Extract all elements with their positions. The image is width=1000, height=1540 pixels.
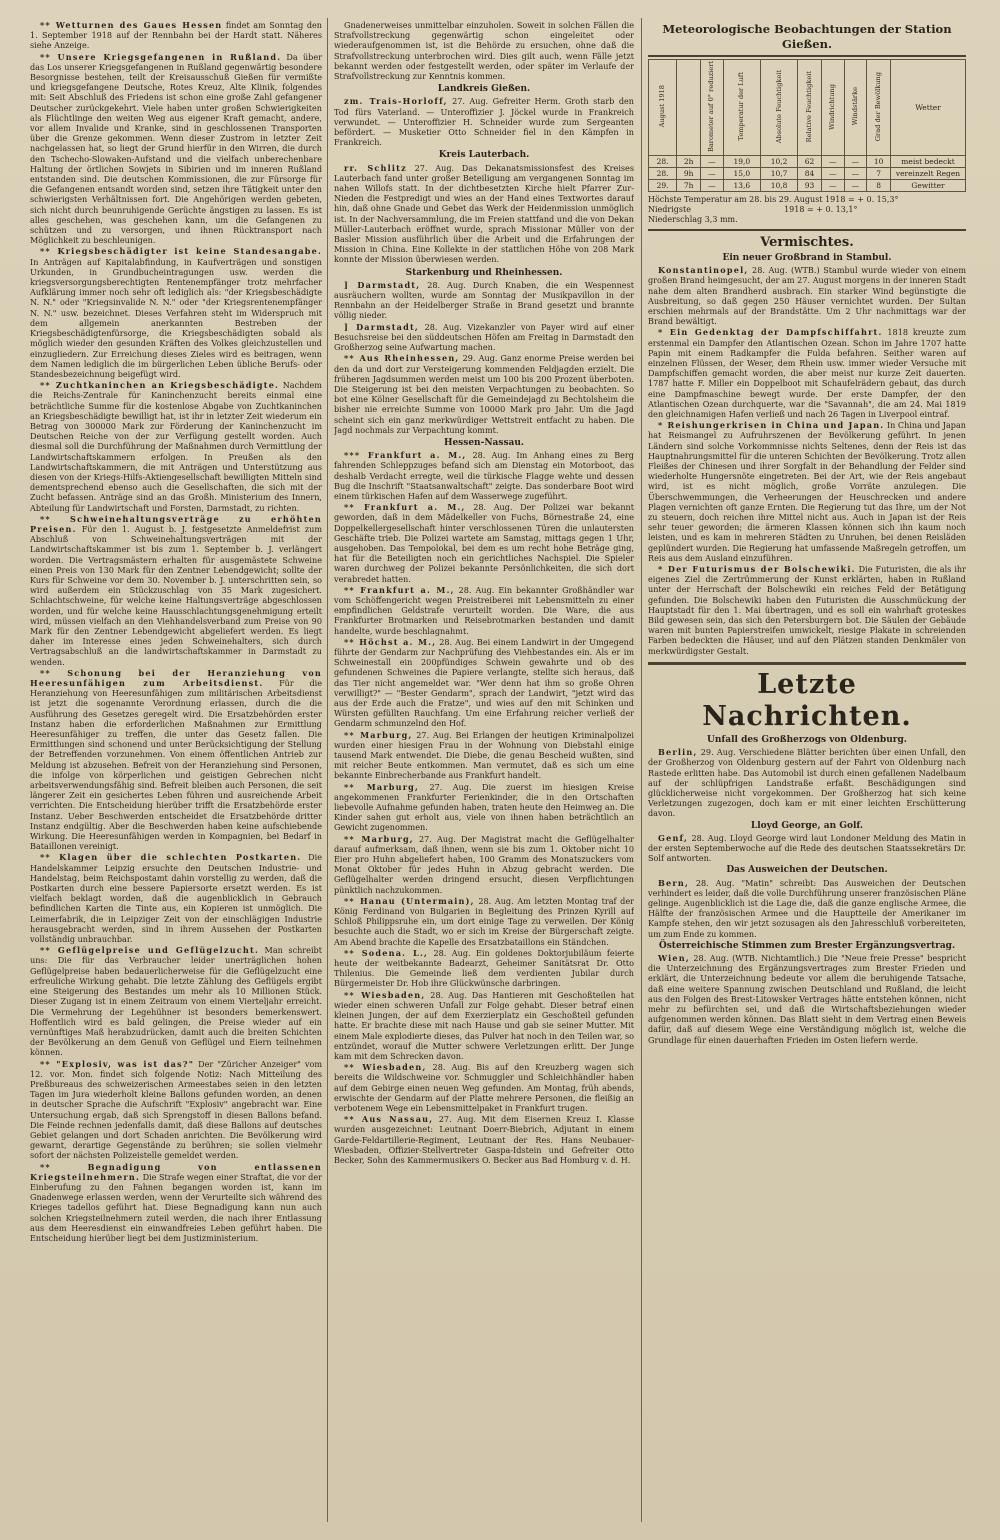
- article-keyword: Bern,: [658, 877, 689, 888]
- weather-header-label: Grad der Bewölkung: [874, 71, 883, 142]
- article-keyword: ** Wetturnen des Gaues Hessen: [40, 20, 223, 30]
- article-text: 28. Aug. (WTB.) Stambul wurde wieder von einem großen Brand heimgesucht, der am 27. August morgens in der inneren Stadt nahe dem alten Brandherd ausbrach. Ein starker Wind begünstigte die Ausbreitung, so daß gegen 250 Häuser vernichtet wurden. Der Sultan erschien mehrmals auf der Brandstätte. Um 2 Uhr nachmittags war der Brand bewältigt.: [648, 265, 966, 327]
- weather-header-label: Windstärke: [850, 87, 859, 126]
- article-text: Nachdem die Reichs-Zentrale für Kaninchenzucht bereits einmal eine beträchtliche Summe für die kostenlose Abgabe von Zuchtkaninchen an Kriegsbeschädigte bewilligt hat, ist ihr in letzter Zeit wiederum ein Betrag von 300000 Mark zur Förderung der Kaninchenzucht im Deutschen Reiche von der zur Verfügung gestellt worden. Auch diesmal soll die Durchführung der Maßnahmen durch Vermittlung der Landwirtschaftskammern erfolgen. In Preußen als den Landwirtschaftskammern, die mit Anträgen und Unterstützung aus diesen von der Kriegs-Hilfs-Aktiengesellschaft bewilligten Mitteln sind dementsprechend ebenso auch die Gesellschaften, die sich mit der Zucht befassen. Anträge sind an das Großh. Ministerium des Innern, Abteilung für Landwirtschaft und Forsten, Darmstadt, zu richten.: [30, 380, 322, 513]
- article-text: 28. Aug. Vizekanzler von Payer wird auf einer Besuchsreise bei den süddeutschen Höfen am Freitag in Darmstadt den Großherzog seine Aufwartung machen.: [334, 321, 634, 353]
- article-keyword: * Der Futurismus der Bolschewiki.: [658, 564, 856, 575]
- article-paragraph: [334, 948, 634, 989]
- weather-rain: Niederschlag 3,3 mm.: [648, 214, 738, 224]
- article-keyword: ** Begnadigung von entlassenen Kriegsteilnehmern.: [30, 1161, 322, 1182]
- weather-table: [648, 59, 966, 192]
- article-keyword: ** Aus Rheinhessen,: [344, 353, 460, 364]
- weather-cell: 8: [867, 179, 891, 191]
- article-keyword: rr. Schlitz: [344, 162, 407, 173]
- article-text: In China und Japan hat Reismangel zu Aufruhrszenen der Bevölkerung geführt. In jenen Ländern sind solche Vorkommnisse nichts Seltenes, denn der Reis ist das Hauptnahrungsmittel für die unteren Schichten der Bevölkerung. Trotz allen Fleißes der Chinesen und ihrer Sorgfalt in der Behandlung der Felder sind wiederholte Hungersnöte eingetreten. Bei der Art, wie der Reis angebaut wird, ist es nicht möglich, große Vorräte anzulegen. Die Überschwemmungen, die Verheerungen der Heuschrecken und andere Plagen vernichten oft ganze Ernten. Die Regierung tut das Ihre, um der Not zu steuern, doch reichen ihre Mittel nicht aus. Auch in Japan ist der Reis sehr teuer geworden; die ärmeren Klassen können sich ihn kaum noch leisten, und es kam in mehreren Städten zu Unruhen, bei denen Reisläden geplündert wurden. Die Regierung hat umfassende Maßregeln getroffen, um Reis aus dem Ausland einzuführen.: [648, 420, 966, 563]
- article-paragraph: [30, 852, 322, 944]
- article-paragraph: [30, 246, 322, 379]
- article-text: Die Handelskammer Leipzig ersuchte den Deutschen Industrie- und Handelstag, beim Reichspostamt dahin vorstellig zu werden, daß die Postkarten durch eine bessere Papiersorte ersetzt werden. Es ist vielfach beklagt worden, daß die augenblicklich in Gebrauch befindlichen Karten die Tinte aus, ein Kopieren ist unmöglich. Die Leimerfabrik, die in Leipziger Zeit von der einschlägigen Industrie herausgebracht werden, sind in ihrem Aussehen der Postkarten vollständig unbrauchbar.: [30, 852, 322, 945]
- weather-row: [649, 167, 966, 179]
- article-paragraph: [334, 20, 634, 81]
- weather-cell: —: [701, 179, 724, 191]
- article-paragraph: [30, 1162, 322, 1244]
- article-text: 29. Aug. Verschiedene Blätter berichten über einen Unfall, den der Großherzog von Oldenburg gestern auf der Fahrt von Oldenburg nach Rastede erlitten habe. Das Automobil ist durch einen gefallenen Nadelbaum auf der schlüpfrigen Landstraße erfaßt. Beschädigungen sind glücklicherweise nicht vorgekommen. Der Großherzog hat sich keine Verletzungen zugezogen, doch kam er mit einer leichten Erschütterung davon.: [648, 747, 966, 819]
- article-keyword: * Reishungerkrisen in China und Japan.: [658, 420, 885, 431]
- article-text: 1818 kreuzte zum erstenmal ein Dampfer den Atlantischen Ozean. Schon im Jahre 1707 hatte Papin mit einem Radkampfer die Fulda befahren. Seither waren auf einzelnen Flüssen, der Weser, dem Rhein usw. immer wieder Versuche mit Dampfschiffen gemacht worden, die aber meist nur kurze Zeit dauerten. 1787 hatte F. Miller ein Doppelboot mit Schaufelrädern gebaut, das durch eine Dampfmaschine bewegt wurde. Der erste Dampfer, der den Atlantischen Ozean durchquerte, war die "Savannah", die am 24. Mai 1819 den gleichnamigen Hafen verließ und nach 26 Tagen in Liverpool eintraf.: [648, 327, 966, 420]
- article-text: 28. Aug. Der Polizei war bekannt geworden, daß in dem Mädelkeller von Fuchs, Börnestraße 24, eine Doppelkellergesellschaft hinter verschlossenen Türen die unlautersten Geschäfte trieb. Die Polizei wartete am Samstag, mittags gegen 1 Uhr, ausgehoben. Das Tempolokal, bei dem es um recht hohe Beträge ging, hat für die Beteiligten noch ein gerichtliches Nachspiel. Die Spieler waren durchweg der Polizei bekannte Persönlichkeiten, die sich dort verabredet hatten.: [334, 502, 634, 584]
- article-text: 28. Aug. Ein goldenes Doktorjubiläum feierte heute der weitbekannte Badearzt, Geheimer Sanitätsrat Dr. Otto Thilenius. Die Gemeinde ließ dem verdienten Jubilar durch Bürgermeister Dr. Hob ihre Glückwünsche darbringen.: [334, 947, 634, 989]
- weather-header-cell: [649, 60, 677, 156]
- article-paragraph: [334, 280, 634, 321]
- weather-header-cell: [844, 60, 867, 156]
- weather-cell: meist bedeckt: [891, 155, 966, 167]
- article-keyword: ** Frankfurt a. M.,: [344, 584, 455, 595]
- article-paragraph: [648, 953, 966, 1045]
- article-keyword: ** Zuchtkaninchen an Kriegsbeschädigte.: [40, 380, 280, 391]
- article-keyword: Berlin,: [658, 747, 698, 758]
- article-keyword: ** Marburg,: [344, 729, 413, 740]
- weather-title: Meteorologische Beobachtungen der Station Gießen.: [662, 22, 952, 51]
- article-keyword: ** Hanau (Untermain),: [344, 895, 475, 906]
- article-keyword: *** Frankfurt a. M.,: [344, 450, 467, 461]
- weather-min-label: Niedrigste: [648, 204, 691, 214]
- weather-header-label: Barometer auf 0° reduziert: [707, 61, 716, 152]
- weather-cell: —: [844, 155, 867, 167]
- article-paragraph: [334, 96, 634, 147]
- article-paragraph: [334, 1114, 634, 1165]
- weather-row: [649, 155, 966, 167]
- section-heading: Hessen-Nassau.: [443, 437, 525, 448]
- weather-cell: 13,6: [723, 179, 760, 191]
- article-keyword: ** Unsere Kriegsgefangenen in Rußland.: [40, 51, 282, 62]
- article-keyword: ** Marburg,: [344, 833, 414, 844]
- weather-max-label: Höchste Temperatur am 28. bis 29. August 1918: [648, 194, 846, 204]
- article-paragraph: [648, 747, 966, 818]
- article-text: 27. Aug. Der Magistrat macht die Geflügelhalter darauf aufmerksam, daß ihnen, wenn sie bis zum 1. Oktober nicht 10 Eier pro Huhn abgeliefert haben, 100 Gramm des Monatszuckers vom Monat Oktober für jedes Huhn in Abzug gebracht werden. Die Geflügelhalter werden dringend ersucht, diesen Verpflichtungen pünktlich nachzukommen.: [334, 833, 634, 895]
- article-paragraph: [30, 1059, 322, 1161]
- article-text: Man schreibt uns: Die für das Verbraucher leider unerträglichen hohen Geflügelpreise haben bedauerlicherweise für die Geflügelzucht eine erfreuliche Wirkung gehabt. Die letzte Zählung des Geflügels ergibt eine Steigerung des Bestandes um mehr als 10 Millionen Stück. Dieser Zugang ist in einem Zeitraum von einem Vierteljahr erreicht. Die Vermehrung der Legehühner ist besonders bemerkenswert. Hoffentlich wird es bald gelingen, die Preise wieder auf ein vernünftiges Maß herabzudrücken, damit auch die breiten Schichten der Bevölkerung an dem Genuß von Geflügel und Eiern teilnehmen können.: [30, 945, 322, 1058]
- article-text: 27. Aug. Gefreiter Herm. Groth starb den Tod fürs Vaterland. — Unteroffizier J. Jöckel wurde in Frankreich verwundet. — Unteroffizier H. Schneider wurde zum Sergeanten befördert. — Musketier Otto Schneider fiel in den Kämpfen in Frankreich.: [334, 96, 634, 148]
- article-text: 28. Aug. Ein bekannter Großhändler war vom Schöffengericht wegen Preistreiberei mit Lebensmitteln zu einer empfindlichen Geldstrafe verurteilt worden. Die Ware, die aus Frankfurter Brotmarken und Reisebrotmarken bestanden und damit handelte, wurde beschlagnahmt.: [334, 584, 634, 636]
- article-keyword: ** Geflügelpreise und Geflügelzucht.: [40, 945, 259, 956]
- section-heading: Landkreis Gießen.: [437, 84, 531, 95]
- weather-cell: —: [821, 179, 844, 191]
- article-text: Für den 1. August b. J. festgesetzte Anmeldefrist zum Abschluß von Schweinehaltungsverträgen mit der Landwirtschaftskammer ist bis zum 1. September b. J. verlängert worden. Die Vertragsmästern erhalten für ausgemästete Schweine einen Preis von 130 Mark für den Zentner Lebendgewicht; sollte der Kurs für Schweine vor dem 30. November b. J. unterschritten sein, so wird außerdem ein Stückzuschlag von 35 Mark zugesichert. Schlachtschweine, für welche keine Haltungsverträge abgeschlossen worden, und für welche keine Hausschlachtungsgenehmigung erteilt wird, müssen vielfach an den Viehhandelsverband zum Preise von 90 Mark für den Zentner Lebendgewicht abgeliefert werden. Es liegt daher im Interesse eines jeden Schweinehalters, sich durch Vertragsabschluß an die landwirtschaftskammer in Darmstadt zu wenden.: [30, 523, 322, 667]
- weather-header-label: August 1918: [658, 85, 667, 128]
- section-heading-large: Vermischtes.: [760, 234, 854, 250]
- article-text: Für die Heranziehung von Heeresunfähigen zum militärischen Arbeitsdienst ist jetzt die sogenannte Verordnung erlassen, durch die die Ausführung des Gesetzes geregelt wird. Die Ersatzbehörden erster Instanz haben die erforderlichen Maßnahmen zur Ermittlung Heeresunfähiger zu treffen, die unter das Gesetz fallen. Die Ermittlungen sind schonend und unter Berücksichtigung der Stellung der Betreffenden vorzunehmen. Von einem öffentlichen Antrieb zur Meldung ist abzusehen. Befreit von der Heranziehung sind Personen, die infolge von körperlichen und geistigen Gebrechen nicht arbeitsverwendungsfähig sind. Befreit bleiben auch Personen, die seit längerer Zeit ein gesichertes Leben führen und ausreichende Arbeit verrichten. Die Entscheidung hierüber trifft die Ersatzbehörde erster Instanz. Ueber Beschwerden entscheidet die Ersatzbehörde dritter Instanz endgültig. Aber die Beschwerden haben keine aufschiebende Wirkung. Die Heeresunfähigen werden in Kompagnien, bei Bedarf in Bataillonen vereinigt.: [30, 678, 322, 852]
- weather-header-cell: [760, 60, 797, 156]
- weather-cell: Gewitter: [891, 179, 966, 191]
- article-paragraph: [334, 896, 634, 947]
- weather-header-cell: [821, 60, 844, 156]
- article-keyword: ** Sodena. L.,: [344, 947, 428, 958]
- article-paragraph: [334, 782, 634, 833]
- article-keyword: ** Schweinehaltungsverträge zu erhöhten Preisen.: [30, 513, 322, 534]
- article-text: 27. Aug. Mit dem Eisernen Kreuz I. Klasse wurden ausgezeichnet: Leutnant Doerr-Biebrich, Adjutant in einem Garde-Feldartillerie-Regiment, Leutnant der Res. Hans Neubauer-Wiesbaden, Offizier-Stellvertreter Gaspa-Idstein und Gefreiter Otto Becker, Sohn des Kammermusikers O. Becker aus Bad Homburg v. d. H.: [334, 1114, 634, 1165]
- weather-min-value: = + 0. 13,1°: [806, 204, 858, 214]
- article-keyword: ** Schonung bei der Heranziehung von Heeresunfähigen zum Arbeitsdienst.: [30, 667, 322, 688]
- article-paragraph: [334, 637, 634, 729]
- weather-cell: 28.: [649, 155, 677, 167]
- weather-cell: 9h: [677, 167, 701, 179]
- weather-cell: —: [821, 167, 844, 179]
- latest-news-body: [648, 735, 966, 1045]
- weather-cell: 10,8: [760, 179, 797, 191]
- weather-cell: —: [844, 179, 867, 191]
- article-paragraph: [30, 380, 322, 513]
- article-keyword: ** Aus Nassau,: [344, 1114, 434, 1125]
- article-keyword: ** Marburg,: [344, 781, 420, 792]
- weather-divider: [648, 55, 966, 57]
- weather-max-temp: [648, 195, 966, 205]
- latest-news-divider: [648, 662, 966, 665]
- article-paragraph: [648, 327, 966, 419]
- weather-cell: 29.: [649, 179, 677, 191]
- article-text: 28. Aug. Das Hantieren mit Geschoßteilen hat wieder einen schweren Unfall zur Folge gehabt. Dieser betraf einen kleinen Jungen, der auf dem Exerzierplatz ein Geschoßteil gefunden hatte. Er brachte diese mit nach Hause und gab sie seiner Mutter. Mit einem Male explodierte dieses, das Pulver hat noch in den Teilen war, so entzündet, worauf die Mutter schwere Verletzungen erlitt. Der Junge kam mit dem Schrecken davon.: [334, 989, 634, 1061]
- article-paragraph: [30, 514, 322, 667]
- weather-cell: 62: [798, 155, 822, 167]
- article-subheading: Lloyd George, an Golf.: [750, 820, 864, 831]
- article-paragraph: [334, 990, 634, 1061]
- article-paragraph: [648, 878, 966, 939]
- weather-row: [649, 179, 966, 191]
- article-keyword: * Ein Gedenktag der Dampfschiffahrt.: [658, 327, 883, 338]
- weather-min-temp: [648, 205, 966, 215]
- article-keyword: ** Klagen über die schlechten Postkarten.: [40, 852, 302, 863]
- column-local-news: [30, 20, 322, 1522]
- article-keyword: ] Darmstadt,: [344, 279, 421, 290]
- article-text: Da über das Los unserer Kriegsgefangenen in Rußland gegenwärtig besondere Besorgnisse bestehen, teilt der Kreisausschuß Gießen für vermißte und kriegsgefangene Deutsche, Rotes Kreuz, Alte Klinik, folgendes mit: Seit Abschluß des Friedens ist schon eine große Zahl gefangener Deutscher zurückgekehrt. Viele haben unter großen Schwierigkeiten als Flüchtlinge den weiten Weg aus eigener Kraft gemacht, andere, vor allem Invalide und Kranke, sind in geschlossenen Transporten über die Grenze gekommen. Wenn dieser Zustrom in letzter Zeit nachgelassen hat, so liegt der Grund hierfür in den Wirren, die durch den Tschecho-Slowaken-Aufstand und die vielfach unberechenbare Haltung der örtlichen Sowjets in Sibirien und im inneren Rußland entstanden sind. Die deutschen Kommissionen, die zur Fürsorge für die Gefangenen entsandt worden sind, setzen ihre Tätigkeit unter den schwierigsten Verhältnissen fort. Die Angehörigen werden gebeten, sich nicht durch beunruhigende Gerüchte ängstigen zu lassen. Es ist alles geschehen, was geschehen kann, um die Gefangenen zu schützen und zu versorgen, und ihnen Rücktransport nach Möglichkeit zu beschleunigen.: [30, 51, 322, 246]
- article-text: 28. Aug. Lloyd George wird laut Londoner Meldung des Matin in der ersten Septemberwoche auf die Rede des deutschen Staatssekretärs Dr. Solf antworten.: [648, 832, 966, 864]
- article-keyword: Konstantinopel,: [658, 265, 749, 276]
- section-heading: Kreis Lauterbach.: [438, 150, 530, 161]
- weather-cell: vereinzelt Regen: [891, 167, 966, 179]
- article-text: findet am Sonntag den 1. September 1918 auf der Rennbahn bei der Hardt statt. Näheres siehe Anzeige.: [30, 20, 322, 51]
- weather-cell: 10,7: [760, 167, 797, 179]
- weather-header-cell: [723, 60, 760, 156]
- article-text: 28. Aug. Im Anhang eines zu Berg fahrenden Schleppzuges befand sich am Dienstag ein Motorboot, das deshalb Verdacht erregte, weil die türkische Flagge wehte und dessen Bug die Inschrift "Staatsanwaltschaft" zeigte. Das sonderbare Boot wird einem türkischen Hafen auf dem Wasserwege zugeführt.: [334, 450, 634, 501]
- weather-header-label: Windrichtung: [828, 83, 837, 130]
- weather-table-body: [649, 155, 966, 191]
- article-text: 28. Aug. (WTB. Nichtamtlich.) Die "Neue freie Presse" bespricht die Unterzeichnung des Ergänzungsvertrages zum Brester Frieden und erklärt, die Unterzeichnung bedeute vor allem die beruhigende Tatsache, daß eine weitere Spannung zwischen Deutschland und Rußland, die leicht aus den Folgen des Brest-Litowsker Vertrages hätte entstehen können, nicht mehr zu befürchten sei, und daß die Wirtschaftsbeziehungen wieder aufgenommen werden können. Das Blatt sieht in dem Vertrag einen Beweis dafür, daß auf diesem Wege eine Verständigung möglich ist, welche die Grundlage für einen dauerhaften Frieden im Osten liefern werde.: [648, 952, 966, 1045]
- weather-max-value: = + 0. 15,3°: [847, 194, 899, 204]
- article-paragraph: [334, 322, 634, 353]
- article-paragraph: [334, 730, 634, 781]
- article-keyword: ** Wiesbaden,: [344, 1062, 427, 1073]
- miscellany-body: [648, 235, 966, 656]
- article-text: Der "Züricher Anzeiger" vom 12. vor. Mon. findet sich folgende Notiz: Nach Mitteilung des Preßbureaus des schweizerischen Armeestabes seien in den letzten Tagen im Jura wiederholt kleine Ballons gefunden worden, an denen in deutscher Sprache die Aufschrift "Explosiv" angebracht war. Eine Untersuchung ergab, daß sich Sprengstoff in diesen Ballons befand. Die Feinde rechnen jedenfalls damit, daß diese Ballons auf deutsches Gebiet gelangen und dort Schaden anrichten. Die Bevölkerung wird gewarnt, derartige Gegenstände zu berühren; sie sollen vielmehr sofort der nächsten Polizeistelle gemeldet werden.: [30, 1058, 322, 1161]
- column-rule-right: [641, 18, 642, 1522]
- latest-news-title: Letzte Nachrichten.: [702, 668, 912, 732]
- section-divider: [648, 229, 966, 231]
- weather-header-cell: [867, 60, 891, 156]
- article-paragraph: [30, 945, 322, 1057]
- weather-cell: 2h: [677, 155, 701, 167]
- weather-cell: —: [701, 167, 724, 179]
- article-paragraph: [334, 163, 634, 265]
- weather-cell: —: [844, 167, 867, 179]
- weather-cell: —: [701, 155, 724, 167]
- article-keyword: Genf,: [658, 832, 689, 843]
- article-subheading: Ein neuer Großbrand in Stambul.: [722, 252, 892, 263]
- weather-header-label: Relative Feuchtigkeit: [805, 70, 814, 143]
- article-keyword: ] Darmstadt,: [344, 321, 419, 332]
- weather-cell: 84: [798, 167, 822, 179]
- article-paragraph: [648, 833, 966, 864]
- article-paragraph: [334, 353, 634, 435]
- column-miscellany: [648, 20, 966, 1522]
- article-paragraph: [30, 668, 322, 852]
- article-paragraph: [30, 52, 322, 246]
- weather-header-label: Wetter: [915, 102, 941, 112]
- article-text: 28. Aug. Bei einem Landwirt in der Umgegend führte der Gendarm zur Nachprüfung des Viehbestandes ein. Als er im Schweinestall ein 200pfündiges Schwein gewahrte und ob des gefundenen Schweines die Papiere verlangte, stellte sich heraus, daß das Tier nicht angemeldet war. "Wer denn hat ihm so große Ohren verwilligt?" — "Bester Gendarm", sprach der Landwirt, "jetzt wird das aus der Erde auch die Fratze", und wies auf den mit Schinken und Würsten gefüllten Rauchfang. Um eine Erfahrung reicher verließ der Gendarm schmunzelnd den Hof.: [334, 636, 634, 729]
- weather-header-cell: [891, 60, 966, 156]
- article-text: 28. Aug. Am letzten Montag traf der König Ferdinand von Bulgarien in Begleitung des Prinzen Kyrill auf Schloß Philippsruhe ein, um dort einige Tage zu verweilen. Der König besuchte auch die Stadt, wo er sich im Kreise der Bürgerschaft zeigte. Am Abend brachte die Kapelle des Ersatzbataillons ein Ständchen.: [334, 895, 634, 947]
- article-paragraph: [334, 450, 634, 501]
- weather-cell: 15,0: [723, 167, 760, 179]
- article-text: Die Strafe wegen einer Straftat, die vor der Einberufung zu den Fahnen begangen worden ist, kann im Gnadenwege erlassen werden, wenn der Verurteilte sich während des Krieges tadellos geführt hat. Diese Begnadigung kann nun auch solchen Kriegsteilnehmern zuteil werden, die nach ihrer Entlassung aus dem Heeresdienst ein einwandfreies Leben geführt haben. Die Entscheidung hierüber liegt bei dem Justizministerium.: [30, 1171, 322, 1243]
- article-text: Die Futuristen, die als ihr eigenes Ziel die Zertrümmerung der Kunst erklärten, haben in Rußland unter der Herrschaft der Bolschewiki ein reiches Feld der Betätigung gefunden. Die Bolschewiki haben den Futuristen die Ausschmückung der Hauptstadt für den 1. Mai übertragen, und es soll ein wahrhaft groteskes Bild gewesen sein, das sich den Petersburgern bot. Die Säulen der Gebäude waren mit bunten Papierstreifen umwickelt, riesige Plakate in schreienden Farben bedeckten die Häuser, und auf den Plätzen standen Denkmäler von merkwürdigster Gestalt.: [648, 564, 966, 656]
- weather-cell: 93: [798, 179, 822, 191]
- article-text: 29. Aug. Ganz enorme Preise werden bei den da und dort zur Versteigerung kommenden Feldjagden erzielt. Die früheren Jagdsummen werden meist um 100 bis 200 Prozent überboten. Die Steigerung ist bei den meisten Verpachtungen zu beobachten. So bot eine Kölner Gesellschaft für die Gemeindejagd zu Bechtolsheim die bisher nie erreichte Summe von 10000 Mark pro Jahr. Um die Jagd scheint sich ein ganz merkwürdiger Wettstreit entfacht zu haben. Die Jagd nochmals zur Verpachtung kommt.: [334, 353, 634, 435]
- article-keyword: ** Frankfurt a. M.,: [344, 502, 466, 513]
- article-text: Gnadenerweises unmittelbar einzuholen. Soweit in solchen Fällen die Strafvollstreckung gegenwärtig schon eingeleitet oder wiederaufgenommen ist, ist die Behörde zu ersuchen, ohne daß die Strafvollstreckung unterbrochen wird. Dies gilt auch, wenn Fälle jetzt bekannt werden oder festgestellt werden, oder später im Verlaufe der Strafvollstreckung zur Kenntnis kommen.: [334, 20, 634, 82]
- article-paragraph: [334, 1062, 634, 1113]
- article-text: In Anträgen auf Kapitalabfindung, in Kaufverträgen und sonstigen Urkunden, in Grundbucheintragungen usw. werden die kriegsversorgungsberechtigten Rentenempfänger trotz mehrfacher Aufklärung immer noch sehr oft lediglich als: "der Kriegsbeschädigte N. N." oder "Kriegsinvalide N. N." oder "der Kriegsrentenempfänger N. N." usw. bezeichnet. Dieses Verfahren steht im Widerspruch mit dem allgemein anerkannten Bestreben der Kriegsbeschädigtenfürsorge, die Kriegsbeschädigten sobald als möglich wieder den gesunden Kräften des Volkes gleichzustellen und einzugliedern. Zur Erreichung dieses Zieles wird es beitragen, wenn dem Namen lediglich die im bürgerlichen Leben übliche Berufs- oder Standesbezeichnung beigefügt wird.: [30, 256, 322, 379]
- article-paragraph: [334, 502, 634, 584]
- article-subheading: Unfall des Großherzogs von Oldenburg.: [707, 734, 907, 745]
- article-keyword: ** Wiesbaden,: [344, 989, 426, 1000]
- article-text: 28. Aug. Durch Knaben, die ein Wespennest ausräuchern wollten, wurde am Sonntag der Musikpavillon in der Rennbahn an der Heidelberger Straße in Brand gesetzt und brannte völlig nieder.: [334, 279, 634, 321]
- weather-cell: 10,2: [760, 155, 797, 167]
- column-rule-left: [327, 18, 328, 1522]
- weather-cell: 7h: [677, 179, 701, 191]
- article-paragraph: [334, 585, 634, 636]
- column-regional-news: [334, 20, 634, 1522]
- weather-header-label: Temperatur der Luft: [737, 72, 746, 141]
- weather-min-date: 1918: [784, 204, 805, 214]
- weather-table-header: [649, 60, 966, 156]
- article-paragraph: [30, 20, 322, 51]
- weather-cell: 19,0: [723, 155, 760, 167]
- weather-cell: 7: [867, 167, 891, 179]
- article-keyword: ** "Explosiv, was ist das?": [40, 1058, 195, 1069]
- article-subheading: Österreichische Stimmen zum Brester Ergänzungsvertrag.: [658, 940, 956, 951]
- weather-header-cell: [701, 60, 724, 156]
- article-paragraph: [648, 564, 966, 656]
- article-paragraph: [648, 420, 966, 563]
- article-text: 28. Aug. "Matin" schreibt: Das Ausweichen der Deutschen verhindert es leider, daß die volle Durchführung unserer französischen Pläne gelinge. Augenblicklich ist die Lage die, daß die ganze englische Armee, die Hälfte der französischen Armee und die Hauptteile der Amerikaner im Kampfe stehen, den wir jetzt sozusagen als den Jahresschluß vorbereiteten, um zum Ende zu kommen.: [648, 877, 966, 939]
- article-paragraph: [648, 265, 966, 326]
- article-keyword: zm. Trais-Horloff,: [344, 96, 448, 107]
- article-text: 27. Aug. Die zuerst im hiesigen Kreise angekommenen Frankfurter Ferienkinder, die in den Ortschaften liebevolle Aufnahme gefunden haben, traten heute den Heimweg an. Die Kinder sahen gut erholt aus, viele von ihnen haben beträchtlich an Gewicht zugenommen.: [334, 781, 634, 833]
- article-keyword: Wien,: [658, 952, 690, 963]
- article-text: 27. Aug. Das Dekanatsmissionsfest des Kreises Lauterbach fand unter großer Beteiligung am vergangenen Sonntag im nahen Willofs statt. In der dichtbesetzten Kirche hielt Pfarrer Zur-Nieden die Festpredigt und wies an der Hand eines Textwortes darauf hin, daß ohne Gnade und Gebet das Werk der Heidenmission unmöglich ist. In der Nachversammlung, die im Freien stattfand und die von Dekan Müller-Lauterbach eröffnet wurde, sprach Missionar Müller von der Basler Mission ausführlich über die Arbeit und die Erfahrungen der Mission in China. Eine Kollekte in der stattlichen Höhe von 208 Mark konnte der Mission überwiesen werden.: [334, 162, 634, 265]
- weather-header-cell: [677, 60, 701, 156]
- weather-cell: —: [821, 155, 844, 167]
- article-text: 27. Aug. Bei Erlangen der heutigen Kriminalpolizei wurden einer hiesigen Frau in der Wohnung von Diebstahl einige tausend Mark entwendet. Die Diebe, die genau Bescheid wußten, sind mit reicher Beute entkommen. Man vermutet, daß es sich um eine bekannte Einbrecherbande aus Frankfurt handelt.: [334, 729, 634, 781]
- weather-cell: 10: [867, 155, 891, 167]
- weather-header-cell: [798, 60, 822, 156]
- article-keyword: ** Kriegsbeschädigter ist keine Standesangabe.: [40, 246, 322, 257]
- article-keyword: ** Höchst a. M.,: [344, 636, 437, 647]
- weather-header-label: Absolute Feuchtigkeit: [774, 69, 783, 144]
- weather-cell: 28.: [649, 167, 677, 179]
- section-heading: Starkenburg und Rheinhessen.: [405, 267, 563, 278]
- article-paragraph: [334, 834, 634, 895]
- article-subheading: Das Ausweichen der Deutschen.: [726, 865, 888, 876]
- article-text: 28. Aug. Bis auf den Kreuzberg wagen sich bereits die Wildschweine vor. Schmuggler und Schleichhändler haben auf dem Gebirge einen neuen Weg gefunden. Am Montag, früh abends, erwischte der Gendarm auf der Platte mehrere Personen, die fleißig an verbotenem Wege ein Lebensmittelpaket in Frankfurt trugen.: [334, 1062, 634, 1113]
